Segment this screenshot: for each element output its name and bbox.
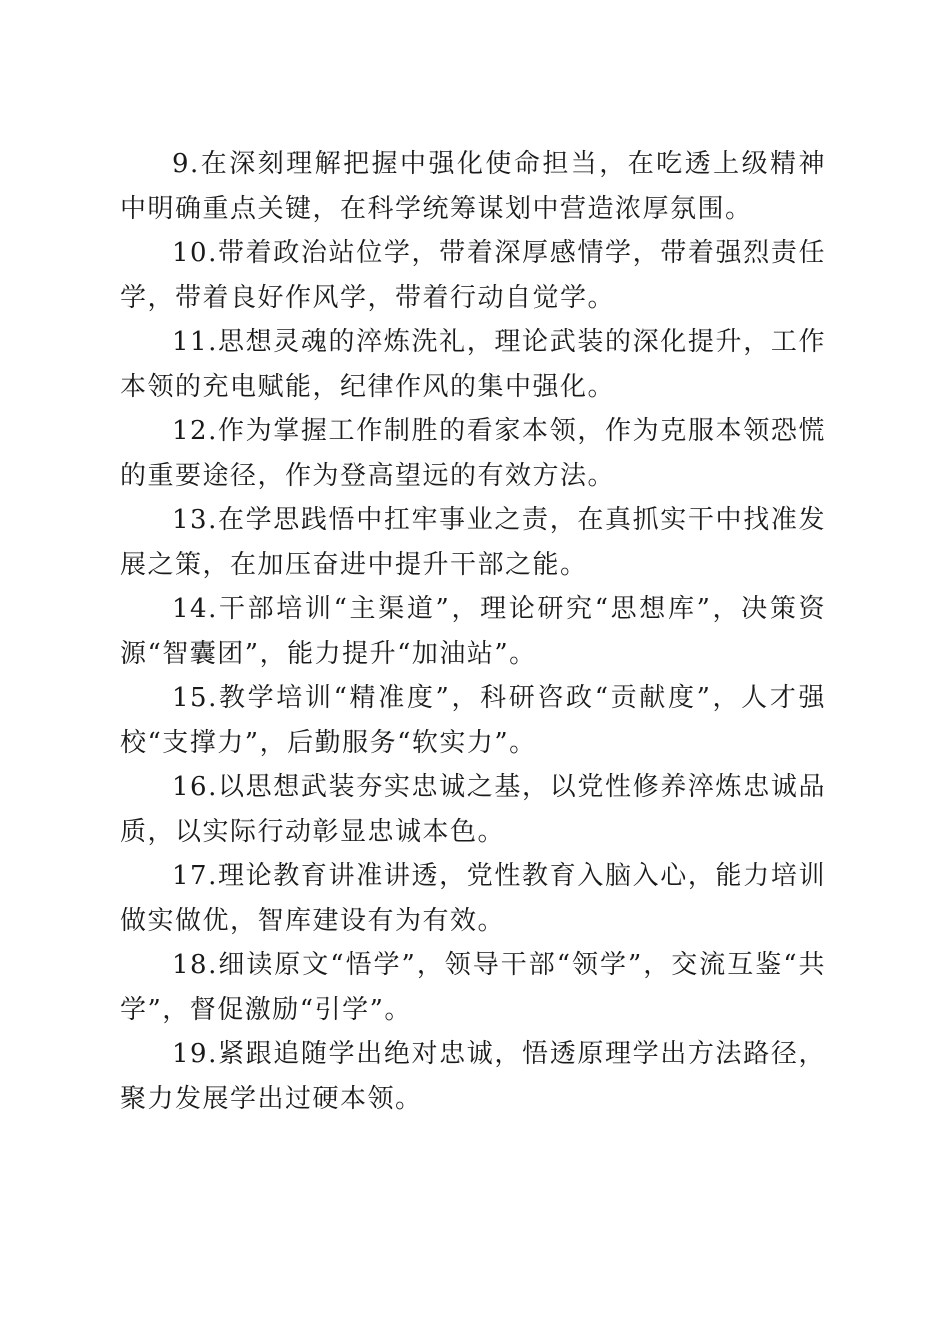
list-item-17: 17.理论教育讲准讲透，党性教育入脑入心，能力培训做实做优，智库建设有为有效。 bbox=[120, 861, 826, 936]
list-item-11: 11.思想灵魂的淬炼洗礼，理论武装的深化提升，工作本领的充电赋能，纪律作风的集中强化。 bbox=[120, 327, 826, 402]
list-item-18: 18.细读原文“悟学”，领导干部“领学”，交流互鉴“共学”，督促激励“引学”。 bbox=[120, 950, 826, 1025]
list-item-16: 16.以思想武装夯实忠诚之基，以党性修养淬炼忠诚品质，以实际行动彰显忠诚本色。 bbox=[120, 772, 826, 847]
document-body bbox=[120, 142, 826, 1121]
list-item-9: 9.在深刻理解把握中强化使命担当，在吃透上级精神中明确重点关键，在科学统筹谋划中营造浓厚氛围。 bbox=[120, 149, 826, 224]
list-item-10: 10.带着政治站位学，带着深厚感情学，带着强烈责任学，带着良好作风学，带着行动自觉学。 bbox=[120, 238, 826, 313]
list-item-12: 12.作为掌握工作制胜的看家本领，作为克服本领恐慌的重要途径，作为登高望远的有效方法。 bbox=[120, 416, 826, 491]
list-item-19: 19.紧跟追随学出绝对忠诚，悟透原理学出方法路径，聚力发展学出过硬本领。 bbox=[120, 1039, 826, 1114]
list-item-14: 14.干部培训“主渠道”，理论研究“思想库”，决策资源“智囊团”，能力提升“加油站”。 bbox=[120, 594, 826, 669]
list-item-15: 15.教学培训“精准度”，科研咨政“贡献度”，人才强校“支撑力”，后勤服务“软实力”。 bbox=[120, 683, 826, 758]
list-item-13: 13.在学思践悟中扛牢事业之责，在真抓实干中找准发展之策，在加压奋进中提升干部之能。 bbox=[120, 505, 826, 580]
